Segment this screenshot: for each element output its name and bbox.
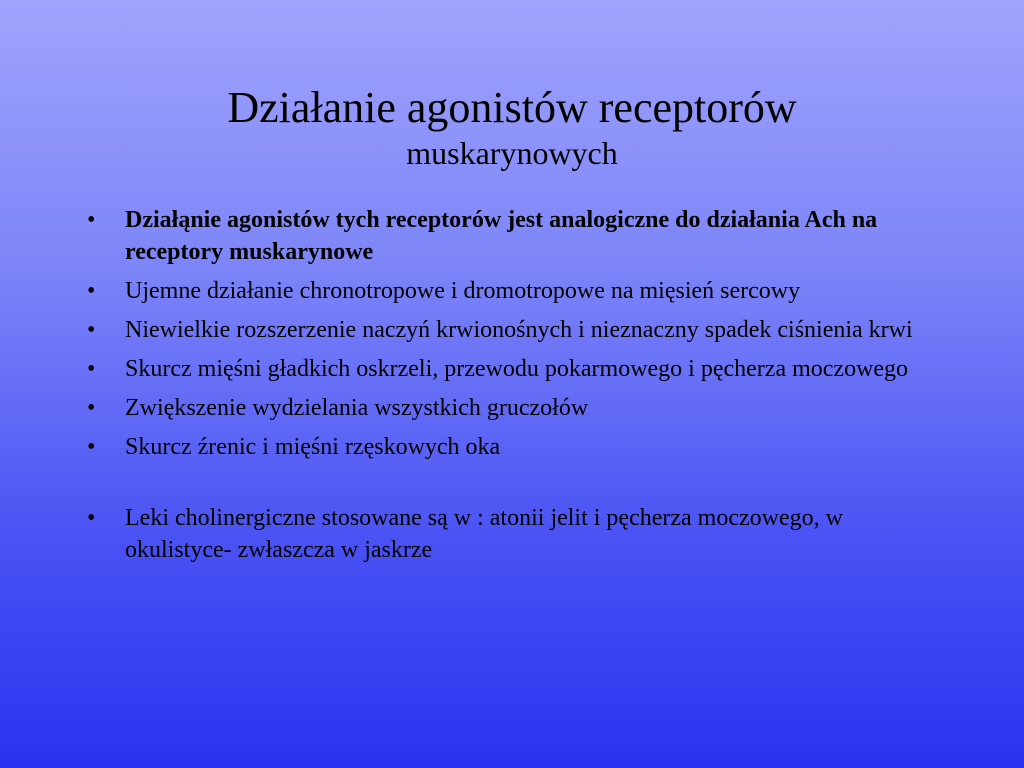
bullet-text: Skurcz mięśni gładkich oskrzeli, przewodu pokarmowego i pęcherza moczowego xyxy=(125,356,909,382)
bullet-icon: • xyxy=(87,395,96,421)
bullet-text: Niewielkie rozszerzenie naczyń krwionośnych i nieznaczny spadek ciśnienia krwi xyxy=(125,317,913,343)
bullet-list xyxy=(85,204,945,573)
bullet-item xyxy=(85,314,945,346)
bullet-icon: • xyxy=(87,278,96,304)
bullet-item xyxy=(85,502,945,566)
title-line-sub: muskarynowych xyxy=(406,135,618,171)
slide-title xyxy=(0,82,1024,172)
bullet-icon: • xyxy=(87,434,96,460)
bullet-text: Skurcz źrenic i mięśni rzęskowych oka xyxy=(125,434,501,460)
bullet-item xyxy=(85,204,945,268)
bullet-item xyxy=(85,431,945,463)
bullet-icon: • xyxy=(87,356,96,382)
bullet-text: Ujemne działanie chronotropowe i dromotropowe na mięsień sercowy xyxy=(125,278,801,304)
bullet-text: Leki cholinergiczne stosowane są w : atonii jelit i pęcherza moczowego, w okulistyce- zwłaszcza w jaskrze xyxy=(125,505,843,563)
bullet-icon: • xyxy=(87,317,96,343)
title-line-main: Działanie agonistów receptorów xyxy=(227,83,797,132)
bullet-item xyxy=(85,275,945,307)
bullet-text: Działąnie agonistów tych receptorów jest analogiczne do działania Ach na receptory muskarynowe xyxy=(125,207,878,265)
bullet-text: Zwiększenie wydzielania wszystkich gruczołów xyxy=(125,395,589,421)
bullet-item xyxy=(85,353,945,385)
bullet-icon: • xyxy=(87,505,96,531)
bullet-icon: • xyxy=(87,207,96,233)
bullet-item xyxy=(85,392,945,424)
